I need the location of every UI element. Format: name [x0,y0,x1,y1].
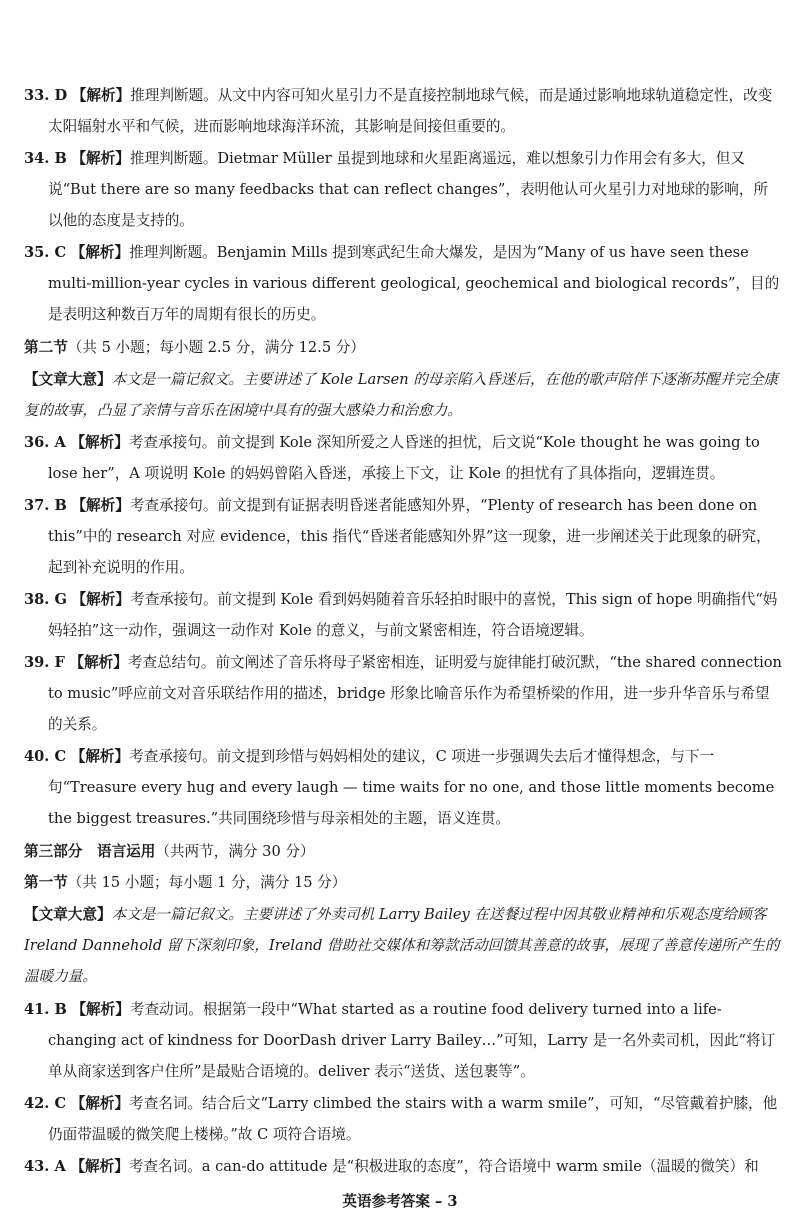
section-subtitle: （共 15 小题；每小题 1 分，满分 15 分） [67,874,347,891]
analysis-tag: 【解析】 [71,1001,130,1018]
answer-40 [24,741,782,834]
answer-number: 37. B [24,497,67,514]
answer-35 [24,237,782,330]
analysis-tag: 【解析】 [70,1095,130,1112]
answer-number: 39. F [24,654,65,671]
answer-number: 42. C [24,1095,67,1112]
answer-34 [24,143,782,236]
answer-text: 考查总结句。前文阐述了音乐将母子紧密相连，证明爱与旋律能打破沉默，“the shared connection to music”呼应前文对音乐联结作用的描述，bridge 形象比喻音乐作为希望桥梁的作用，进一步升华音乐与希望的关系。 [48,654,782,733]
analysis-tag: 【解析】 [70,748,130,765]
section-title: 第一节 [24,874,68,891]
answer-text: 考查动词。根据第一段中“What started as a routine food delivery turned into a life-changing act of kindness for DoorDash driver Larry Bailey…”可知，Larry 是一名外卖司机，因此“将订单从商家送到客户住所”是最贴合语境的。deliver 表示“送货、送包裹等”。 [48,1001,776,1080]
answer-number: 43. A [24,1158,66,1175]
answer-text: 考查承接句。前文提到有证据表明昏迷者能感知外界，“Plenty of research has been done on this”中的 research 对应 evidence，this 指代“昏迷者能感知外界”这一现象，进一步阐述关于此现象的研究，起到补充说明的作用。 [48,497,771,576]
answer-text: 考查名词。a can-do attitude 是“积极进取的态度”，符合语境中 warm smile（温暖的微笑）和 [128,1158,759,1175]
answer-number: 35. C [24,244,67,261]
answer-33 [24,80,782,142]
part-3-heading [24,836,782,867]
page-footer: 英语参考答案 – 3 [342,1193,458,1210]
answer-36 [24,427,782,489]
analysis-tag: 【解析】 [71,591,130,608]
answer-text: 推理判断题。Dietmar Müller 虽提到地球和火星距离遥远，难以想象引力作用会有多大，但又说“But there are so many feedbacks that can reflect changes”，表明他认可火星引力对地球的影响，所以他的态度是支持的。 [48,150,769,229]
analysis-tag: 【解析】 [69,654,128,671]
answer-42 [24,1088,782,1150]
section-1-summary [24,899,782,992]
answer-37 [24,490,782,583]
answer-text: 考查承接句。前文提到 Kole 看到妈妈随着音乐轻拍时眼中的喜悦，This sign of hope 明确指代“妈妈轻拍”这一动作，强调这一动作对 Kole 的意义，与前文紧密相连，符合语境逻辑。 [48,591,778,639]
answer-41 [24,994,782,1087]
section-subtitle: （共 5 小题；每小题 2.5 分，满分 12.5 分） [67,339,365,356]
answer-text: 考查名词。结合后文“Larry climbed the stairs with a warm smile”，可知，“尽管戴着护膝，他仍面带温暖的微笑爬上楼梯。”故 C 项符合语境。 [48,1095,778,1143]
summary-text: 本文是一篇记叙文。主要讲述了外卖司机 Larry Bailey 在送餐过程中因其敬业精神和乐观态度给顾客 Ireland Dannehold 留下深刻印象，Ireland 借助社交媒体和筹款活动回馈其善意的故事，展现了善意传递所产生的温暖力量。 [24,906,780,985]
summary-label: 【文章大意】 [24,371,112,388]
analysis-tag: 【解析】 [71,87,131,104]
answer-43 [24,1151,782,1182]
answer-number: 40. C [24,748,67,765]
answer-number: 33. D [24,87,68,104]
answer-text: 推理判断题。Benjamin Mills 提到寒武纪生命大爆发，是因为“Many of us have seen these multi-million-year cycles in various different geological, geochemical and biological records”，目的是表明这种数百万年的周期有很长的历史。 [48,244,780,323]
answer-number: 38. G [24,591,67,608]
section-2-summary [24,364,782,426]
answer-number: 41. B [24,1001,67,1018]
summary-label: 【文章大意】 [24,906,112,923]
part-subtitle: （共两节，满分 30 分） [155,843,315,860]
section-title: 第二节 [24,339,68,356]
answer-text: 推理判断题。从文中内容可知火星引力不是直接控制地球气候，而是通过影响地球轨道稳定性，改变太阳辐射水平和气候，进而影响地球海洋环流，其影响是间接但重要的。 [48,87,773,135]
part-title: 第三部分 语言运用 [24,843,156,860]
analysis-tag: 【解析】 [71,497,130,514]
answer-text: 考查承接句。前文提到珍惜与妈妈相处的建议，C 项进一步强调失去后才懂得想念，与下一句“Treasure every hug and every laugh — time waits for no one, and those little moments become the biggest treasures.”共同围绕珍惜与母亲相处的主题，语义连贯。 [48,748,775,827]
summary-text: 本文是一篇记叙文。主要讲述了 Kole Larsen 的母亲陷入昏迷后，在他的歌声陪伴下逐渐苏醒并完全康复的故事，凸显了亲情与音乐在困境中具有的强大感染力和治愈力。 [24,371,779,419]
answer-38 [24,584,782,646]
answer-39 [24,647,782,740]
analysis-tag: 【解析】 [70,244,130,261]
answer-number: 34. B [24,150,67,167]
analysis-tag: 【解析】 [70,1158,129,1175]
analysis-tag: 【解析】 [70,434,129,451]
answer-text: 考查承接句。前文提到 Kole 深知所爱之人昏迷的担忧，后文说“Kole thought he was going to lose her”，A 项说明 Kole 的妈妈曾陷入昏迷，承接上下文，让 Kole 的担忧有了具体指向，逻辑连贯。 [48,434,760,482]
section-1-heading [24,867,782,898]
answer-number: 36. A [24,434,66,451]
section-2-heading [24,332,782,363]
analysis-tag: 【解析】 [71,150,130,167]
